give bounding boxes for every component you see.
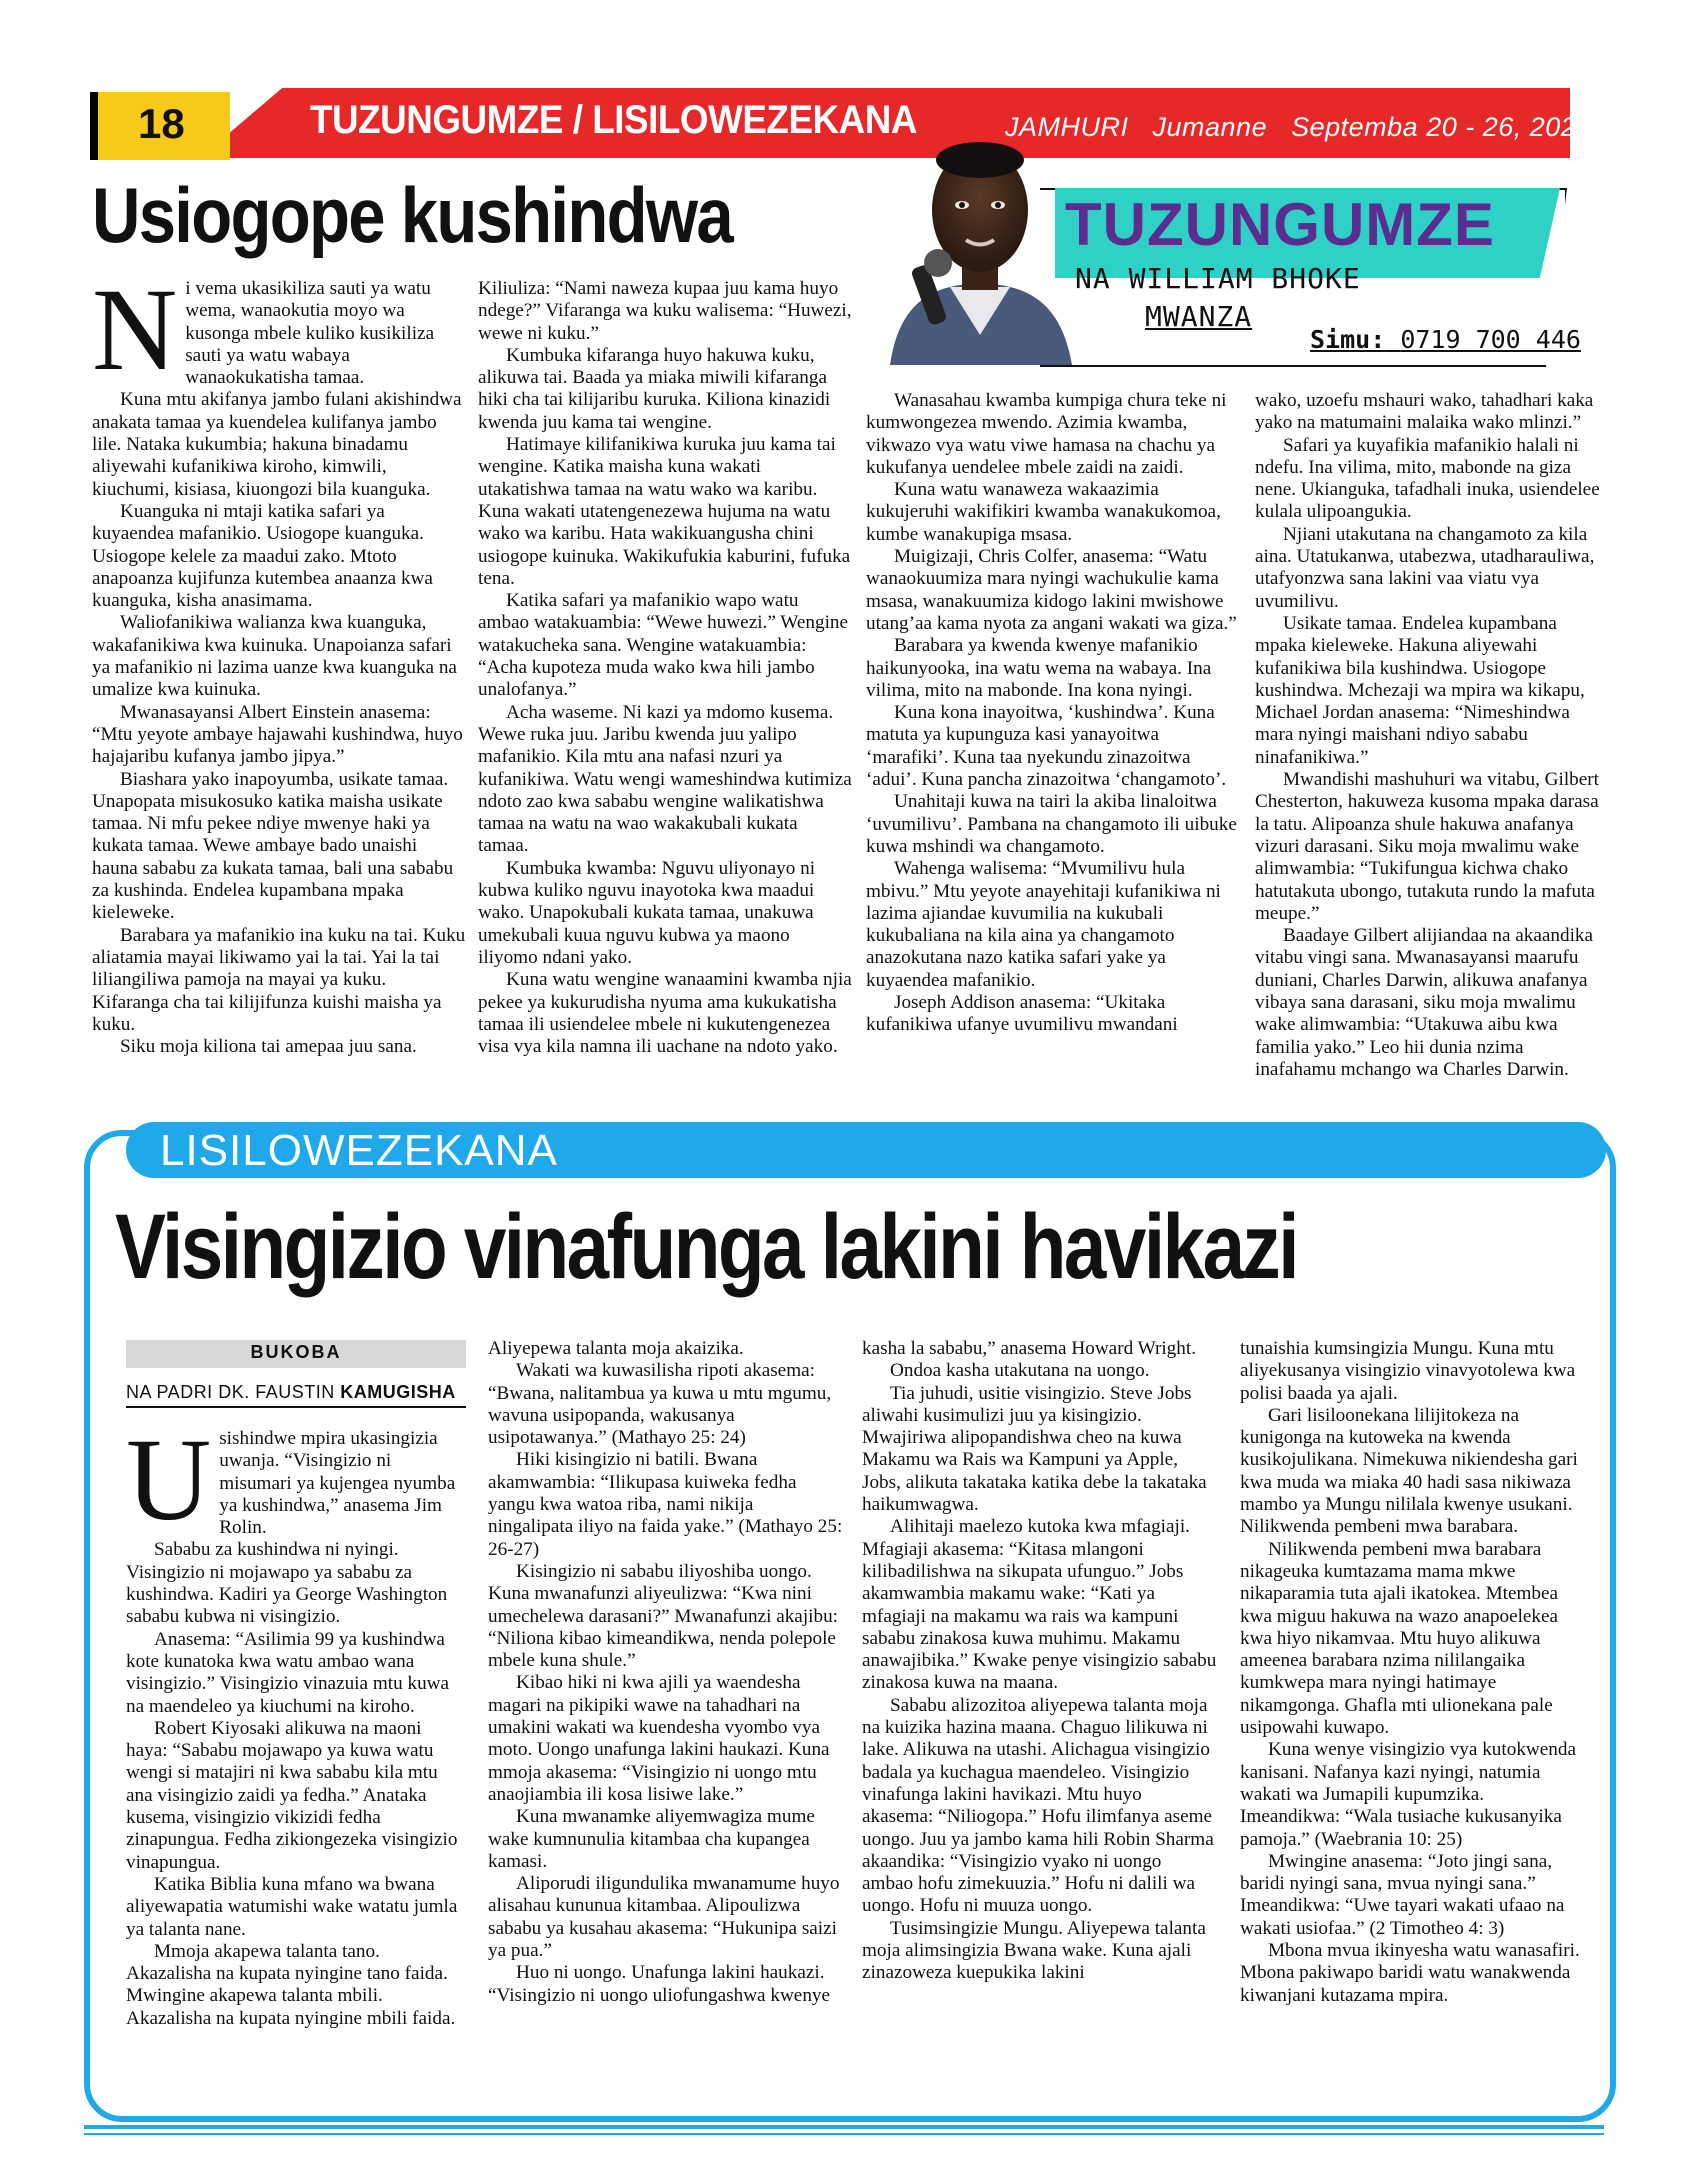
- paragraph: Kuna watu wengine wanaamini kwamba njia pekee ya kukurudisha nyuma ama kukukatisha tamaa ili usiendelee mbele ni kukutengenezea visa vya kila namna ili uachane na ndoto yako.: [478, 969, 852, 1058]
- paragraph: Katika Biblia kuna mfano wa bwana aliyewapatia watumishi wake watatu jumla ya talanta nane.: [126, 1873, 458, 1940]
- paragraph: Robert Kiyosaki alikuwa na maoni haya: “Sababu mojawapo ya kuwa watu wengi si matajiri ni kwa sababu kila mtu ana visingizio zaidi ya fedha.” Anataka kusema, visingizio vikizidi fedha zinapungua. Fedha zikiongezeka visingizio vinapungua.: [126, 1717, 458, 1873]
- paragraph: Wahenga walisema: “Mvumilivu hula mbivu.” Mtu yeyote anayehitaji kufanikiwa ni lazima ajiandae kuvumilia na kukubali kukubaliana na kila aina ya changamoto anazokutana nazo katika safari yake ya kuyaendea mafanikio.: [866, 858, 1221, 991]
- paragraph: Kuanguka ni mtaji katika safari ya kuyaendea mafanikio. Usiogope kuanguka. Usiogope kelele za maadui zako. Mtoto anapoanza kujifunza kutembea anaanza kwa kuanguka, kisha anasimama.: [92, 500, 433, 612]
- article2-column-4: [1240, 1338, 1585, 2007]
- paragraph: Kisingizio ni sababu iliyoshiba uongo. Kuna mwanafunzi aliyeulizwa: “Kwa nini umechelewa darasani?” Mwanafunzi akajibu: “Niliona kibao kimeandikwa, nenda polepole mbele kuna shule.”: [488, 1560, 839, 1672]
- column-brand: TUZUNGUMZE: [1065, 191, 1495, 258]
- paragraph: Hiki kisingizio ni batili. Bwana akamwambia: “Ilikupasa kuiweka fedha yangu kwa watoa riba, nami nikija ningalipata iliyo na faida yake.” (Mathayo 25: 26-27): [488, 1449, 843, 1560]
- paragraph: Biashara yako inapoyumba, usikate tamaa. Unapopata misukosuko katika maisha usikate tamaa. Ni mfu pekee ndiye mwenye haki ya kukata tamaa. Wewe ambaye bado unaishi hauna sababu za kukata tamaa, bali una sababu za kushinda. Endelea kupambana mpaka kieleweke.: [92, 768, 454, 924]
- paragraph: Usikate tamaa. Endelea kupambana mpaka kieleweke. Hakuna aliyewahi kufanikiwa bila kushindwa. Usiogope kushindwa. Mchezaji wa mpira wa kikapu, Michael Jordan anasema: “Nimeshindwa mara nyingi maishani ndiyo sababu ninafanikiwa.”: [1255, 612, 1585, 768]
- paragraph: Kuna mwanamke aliyemwagiza mume wake kumnunulia kitambaa cha kupangea kamasi.: [488, 1806, 815, 1872]
- article1-column-3: [866, 390, 1241, 1037]
- paragraph: kasha la sababu,” anasema Howard Wright.: [862, 1338, 1197, 1359]
- location-label: BUKOBA: [250, 1342, 342, 1362]
- byline-name: NA WILLIAM BHOKE: [1075, 262, 1361, 295]
- paragraph: Sababu za kushindwa ni nyingi. Visingizio ni mojawapo ya sababu za kushindwa. Kadiri ya George Washington sababu kubwa ni visingizio.: [126, 1539, 448, 1628]
- paragraph: Barabara ya mafanikio ina kuku na tai. Kuku aliatamia mayai likiwamo yai la tai. Yai la tai liliangiliwa pamoja na mayai ya kuku. Kifaranga cha tai kilijifunza kuishi maisha ya kuku.: [92, 924, 466, 1035]
- article2-headline: Visingizio vinafunga lakini havikazi: [115, 1196, 1297, 1298]
- paragraph: Hatimaye kilifanikiwa kuruka juu kama tai wengine. Katika maisha kuna wakati utakatishwa tamaa na watu wako wa karibu. Kuna wakati utatengenezewa hujuma na watu wako wa karibu. Hata wakikuangusha chini usiogope kuinuka. Wakikufukia kaburini, fufuka tena.: [478, 434, 851, 589]
- paragraph: Aliporudi iligundulika mwanamume huyo alisahau kununua kitambaa. Alipoulizwa sababu ya kusahau akasema: “Hukunipa saizi ya pua.”: [488, 1873, 840, 1962]
- paragraph: Baadaye Gilbert alijiandaa na akaandika vitabu vingi sana. Mwanasayansi maarufu duniani, Charles Darwin, alikuwa anafanya vibaya sana darasani, siku moja mwalimu wake alimwambia: “Utakuwa aibu kwa familia yako.” Leo hii dunia nzima inafahamu mchango wa Charles Darwin.: [1255, 925, 1594, 1080]
- dropcap: U: [126, 1414, 212, 1545]
- paragraph: tunaishia kumsingizia Mungu. Kuna mtu aliyekusanya visingizio vinavyotolewa kwa polisi baada ya ajali.: [1240, 1338, 1576, 1404]
- publication-name: JAMHURI: [1005, 112, 1129, 142]
- paragraph: Mmoja akapewa talanta tano. Akazalisha na kupata nyingine tano faida. Mwingine akapewa talanta mbili. Akazalisha na kupata nyingine mbili faida.: [126, 1940, 456, 2029]
- paragraph: Ni vema ukasikiliza sauti ya watu wema, wanaokutia moyo wa kusonga mbele kuliko kusikiliza sauti ya watu wabaya wanaokukatisha tamaa.: [92, 264, 435, 395]
- paragraph: Tia juhudi, usitie visingizio. Steve Jobs aliwahi kusimulizi juu ya kisingizio. Mwajiriwa alipopandishwa cheo na kuwa Makamu wa Rais wa Kampuni ya Apple, Jobs, alikuta takataka katika debe la takataka haikumwagwa.: [862, 1382, 1207, 1516]
- article1-column-1: [92, 264, 467, 1058]
- section-tab-label: LISILOWEZEKANA: [160, 1126, 558, 1175]
- publication-day: Jumanne: [1152, 112, 1268, 142]
- paragraph: Katika safari ya mafanikio wapo watu ambao watakuambia: “Wewe huwezi.” Wengine watakucheka sana. Wengine watakuambia: “Acha kupoteza muda wako kwa hili jambo unalofanya.”: [478, 590, 849, 701]
- banner-edge: [90, 92, 98, 160]
- paragraph: Wanasahau kwamba kumpiga chura teke ni kumwongezea mwendo. Azimia kwamba, vikwazo vya watu viwe hamasa na chachu ya kukufanya uendelee mbele zaidi na zaidi.: [866, 390, 1227, 478]
- paragraph: Kuna watu wanaweza wakaazimia kukujeruhi wakifikiri kwamba wanakukomoa, kumbe wanakupiga msasa.: [866, 479, 1221, 545]
- byline-city: MWANZA: [1145, 300, 1253, 333]
- paragraph: Aliyepewa talanta moja akaizika.: [488, 1338, 744, 1359]
- publication-line: [1005, 112, 1592, 143]
- bottom-rule-thin: [84, 2133, 1604, 2135]
- paragraph: Waliofanikiwa walianza kwa kuanguka, wakafanikiwa kwa kuinuka. Unapoianza safari ya mafanikio ni lazima uanze kwa kuanguka na umalize kwa kuinuka.: [92, 612, 457, 701]
- author-prefix: NA PADRI DK. FAUSTIN: [126, 1382, 335, 1402]
- paragraph: Gari lisiloonekana lilijitokeza na kunigonga na kutoweka na kwenda kusikojulikana. Nimekuwa nikiendesha gari kwa muda wa miaka 40 hadi sasa nikiwaza mambo ya Mungu nililala kwenye usukani. Nilikwenda pembeni mwa barabara.: [1240, 1404, 1578, 1538]
- paragraph: Njiani utakutana na changamoto za kila aina. Utatukanwa, utabezwa, utadharauliwa, utafyonzwa sana lakini vaa viatu vya uvumilivu.: [1255, 523, 1595, 612]
- paragraph: Kibao hiki ni kwa ajili ya waendesha magari na pikipiki wawe na tahadhari na umakini wakati wa kuendesha vyombo vya moto. Uongo unafunga lakini haukazi. Kuna mmoja akasema: “Visingizio ni uongo mtu anaojiambia ili kosa lisiwe lake.”: [488, 1672, 830, 1805]
- paragraph: Kuna mtu akifanya jambo fulani akishindwa anakata tamaa ya kuendelea kulifanya jambo lile. Nataka kukumbia; hakuna binadamu aliyewahi kufanikiwa kiroho, kimwili, kiuchumi, kisiasa, kiuongozi bila kuanguka.: [92, 389, 462, 500]
- section-title: TUZUNGUMZE / LISILOWEZEKANA: [310, 98, 917, 142]
- paragraph: Usishindwe mpira ukasingizia uwanja. “Visingizio ni misumari ya kujengea nyumba ya kushindwa,” anasema Jim Rolin.: [126, 1414, 456, 1545]
- article2-column-2: [488, 1338, 843, 2007]
- paragraph: Joseph Addison anasema: “Ukitaka kufanikiwa ufanye uvumilivu mwandani: [866, 992, 1178, 1036]
- paragraph: Tusimsingizie Mungu. Aliyepewa talanta moja alimsingizia Bwana wake. Kuna ajali zinazoweza kuepukika lakini: [862, 1917, 1206, 1984]
- paragraph: Nilikwenda pembeni mwa barabara nikageuka kumtazama mama mkwe nikaparamia tuta ajali ikatokea. Mtembea kwa miguu hakuwa na wazo anapoelekea kwa hiyo nikamvaa. Mtu huyo alikuwa ameenea barabara nzima nililangaika kumkwepa mara nyingi hatimaye nikamgonga. Ghafla mti ulionekana pale usipowahi kuwapo.: [1240, 1538, 1559, 1739]
- paragraph: Mbona mvua ikinyesha watu wanasafiri. Mbona pakiwapo baridi watu wanakwenda kiwanjani kutazama mpira.: [1240, 1940, 1580, 2006]
- page-number: 18: [138, 100, 185, 147]
- phone-number: 0719 700 446: [1400, 325, 1581, 354]
- byline-phone: [1310, 325, 1581, 354]
- paragraph: Acha waseme. Ni kazi ya mdomo kusema. Wewe ruka juu. Jaribu kwenda juu yalipo mafanikio. Kila mtu ana nafasi nzuri ya kufanikiwa. Watu wengi wameshindwa kutimiza ndoto zao kwa sababu wengine walikatishwa tamaa na watu na wao wakakubali kukata tamaa.: [478, 701, 852, 857]
- dropcap: N: [92, 264, 178, 395]
- paragraph: Kumbuka kifaranga huyo hakuwa kuku, alikuwa tai. Baada ya miaka miwili kifaranga hiki cha tai kilijaribu kuruka. Kiliona kinazidi kwenda juu kama tai wengine.: [478, 344, 831, 433]
- paragraph: Mwandishi mashuhuri wa vitabu, Gilbert Chesterton, hakuweza kusoma mpaka darasa la tatu. Alipoanza shule hakuwa anafanya vizuri darasani. Siku moja mwalimu wake alimwambia: “Tukifungua kichwa chako hatutakuta ubongo, tutakuta rundo la mafuta meupe.”: [1255, 769, 1600, 924]
- publication-date: Septemba 20 - 26, 2022: [1291, 112, 1592, 142]
- paragraph: Kuna wenye visingizio vya kutokwenda kanisani. Nafanya kazi nyingi, natumia wakati wa Jumapili kupumzika. Imeandikwa: “Wala tusiache kukusanyika pamoja.” (Waebrania 10: 25): [1240, 1739, 1576, 1850]
- paragraph: Kuna kona inayoitwa, ‘kushindwa’. Kuna matuta ya kupunguza kasi yanayoitwa ‘marafiki’. Kuna taa nyekundu zinazoitwa ‘adui’. Kuna pancha zinazoitwa ‘changamoto’.: [866, 702, 1227, 791]
- article2-byline: [126, 1382, 456, 1403]
- paragraph: Huo ni uongo. Unafunga lakini haukazi. “Visingizio ni uongo uliofungashwa kwenye: [488, 1962, 831, 2006]
- paragraph: Kiliuliza: “Nami naweza kupaa juu kama huyo ndege?” Vifaranga wa kuku walisema: “Huwezi, wewe ni kuku.”: [478, 278, 852, 344]
- article2-column-3: [862, 1338, 1217, 1985]
- paragraph: Safari ya kuyafikia mafanikio halali ni ndefu. Ina vilima, mito, mabonde na giza nene. Ukianguka, tafadhali inuka, usiendelee kulala ulipoangukia.: [1255, 434, 1600, 523]
- article1-column-2: [478, 278, 853, 1058]
- author-portrait: [880, 125, 1080, 365]
- paragraph: Mwingine anasema: “Joto jingi sana, baridi nyingi sana, mvua nyingi sana.” Imeandikwa: “Uwe tayari wakati ufaao na wakati usiofaa.” (2 Timotheo 4: 3): [1240, 1850, 1565, 1939]
- paragraph: Unahitaji kuwa na tairi la akiba linaloitwa ‘uvumilivu’. Pambana na changamoto ili uibuke kuwa mshindi wa changamoto.: [866, 791, 1237, 857]
- byline-rule: [126, 1406, 466, 1408]
- paragraph: Barabara ya kwenda kwenye mafanikio haikunyooka, ina watu wema na wabaya. Ina vilima, mito na mabonde. Ina kona nyingi.: [866, 635, 1212, 701]
- article1-column-4: [1255, 390, 1600, 1081]
- paragraph: Mwanasayansi Albert Einstein anasema: “Mtu yeyote ambaye hajawahi kushindwa, huyo hajajaribu kufanya jambo jipya.”: [92, 701, 463, 768]
- author-surname: KAMUGISHA: [340, 1382, 456, 1402]
- paragraph: Anasema: “Asilimia 99 ya kushindwa kote kunatoka kwa watu ambao wana visingizio.” Visingizio vinazuia mtu kuwa na maendeleo ya kiuchumi na kiroho.: [126, 1628, 450, 1717]
- paragraph: Alihitaji maelezo kutoka kwa mfagiaji. Mfagiaji akasema: “Kitasa mlangoni kilibadilishwa na sikupata ufunguo.” Jobs akamwambia makamu wake: “Kati ya mfagiaji na makamu wa rais wa kampuni sababu zinakosa kuwa muhimu. Makamu anawajibika.” Kwake penye visingizio sababu zinakosa kuwa na maana.: [862, 1516, 1217, 1694]
- paragraph: Muigizaji, Chris Colfer, anasema: “Watu wanaokuumiza mara nyingi wachukulie kama msasa, wanakuumiza kidogo lakini mwishowe utang’aa kama nyota za angani wakati wa giza.”: [866, 546, 1237, 634]
- phone-label: Simu:: [1310, 325, 1386, 354]
- paragraph: wako, uzoefu mshauri wako, tahadhari kaka yako na matumaini malaika wako mlinzi.”: [1255, 390, 1594, 434]
- paragraph: Wakati wa kuwasilisha ripoti akasema: “Bwana, nalitambua ya kuwa u mtu mgumu, wavuna usipopanda, wakusanya usipotawanya.” (Mathayo 25: 24): [488, 1360, 832, 1449]
- paragraph: Kumbuka kwamba: Nguvu uliyonayo ni kubwa kuliko nguvu inayotoka kwa maadui wako. Unapokubali kukata tamaa, unakuwa umekubali kuua nguvu kubwa ya maono iliyomo ndani yako.: [478, 857, 816, 968]
- paragraph: Siku moja kiliona tai amepaa juu sana.: [120, 1036, 417, 1058]
- bottom-rule: [84, 2125, 1604, 2129]
- paragraph: Sababu alizozitoa aliyepewa talanta moja na kuizika hazina maana. Chaguo lilikuwa ni lake. Alikuwa na utashi. Alichagua visingizio badala ya kuchagua maendeleo. Visingizio vinafunga lakini havikazi. Mtu huyo akasema: “Niliogopa.” Hofu ilimfanya aseme uongo. Juu ya jambo kama hili Robin Sharma akaandika: “Visingizio vyako ni uongo ambao hofu zimekuuzia.” Hofu ni dalili wa uongo. Hofu ni muuza uongo.: [862, 1694, 1214, 1917]
- paragraph: Ondoa kasha utakutana na uongo.: [890, 1360, 1150, 1382]
- article2-column-1: [126, 1414, 466, 2030]
- article-headline: Usiogope kushindwa: [92, 171, 732, 259]
